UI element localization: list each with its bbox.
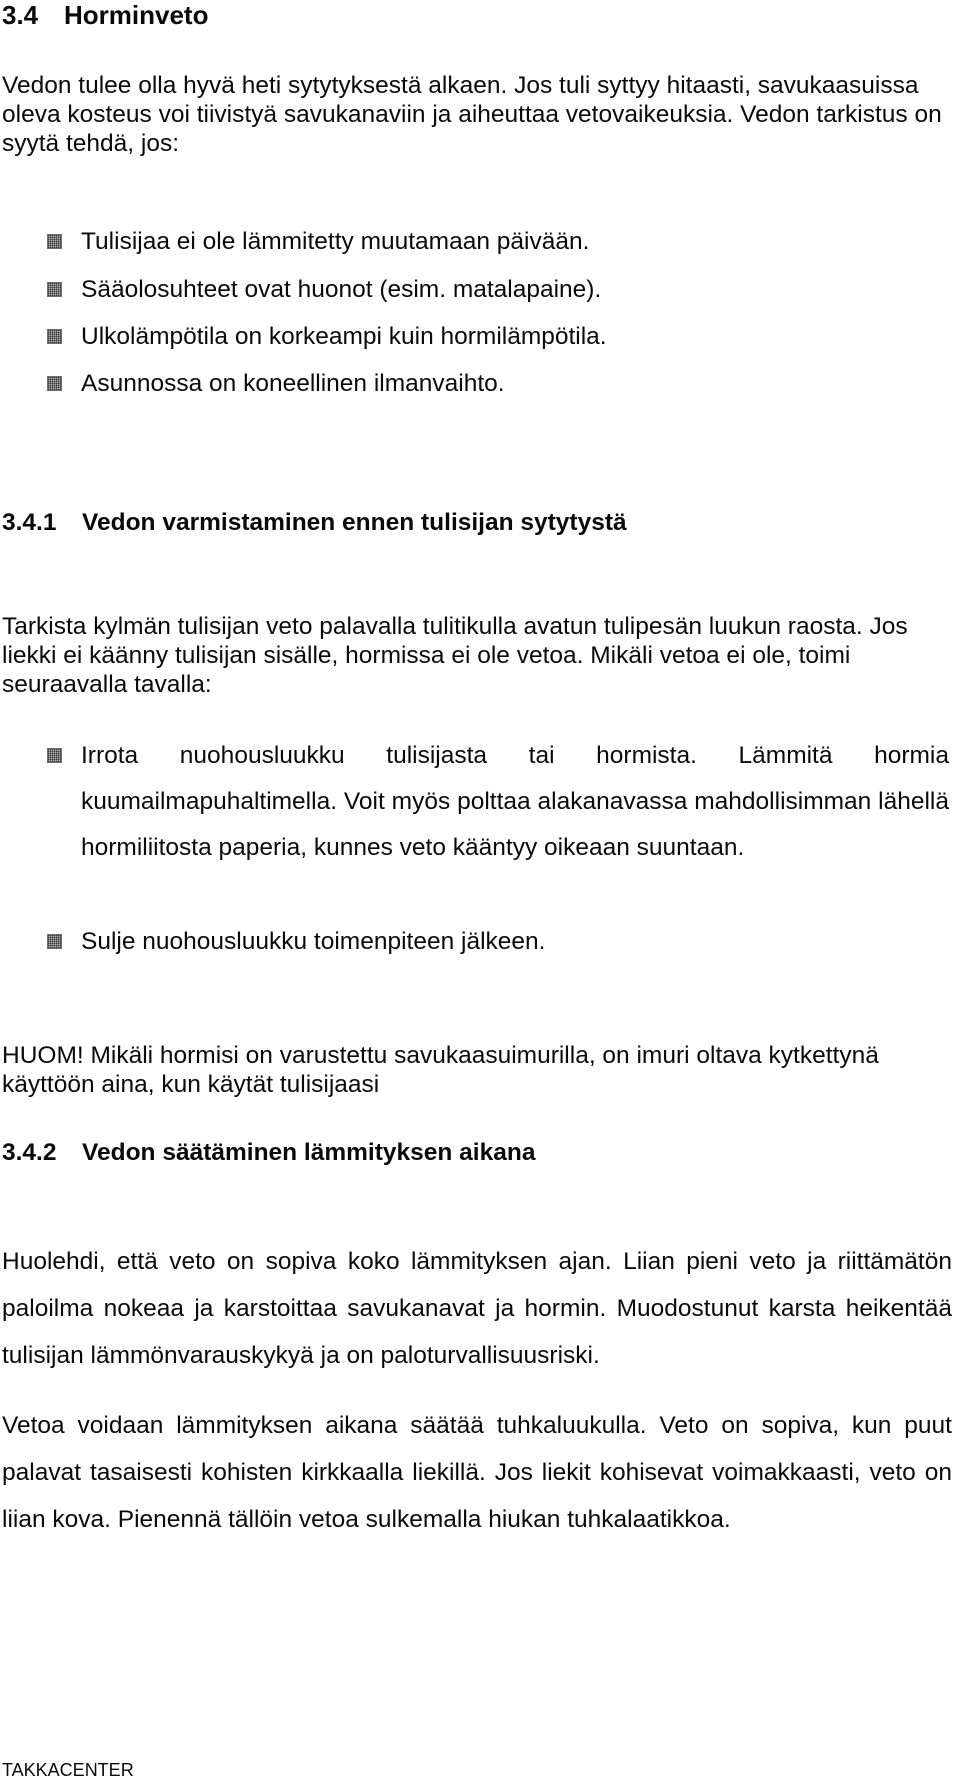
square-bullet-icon (47, 329, 62, 344)
subsection-number: 3.4.2 (2, 1139, 57, 1166)
list-item-text: Tulisijaa ei ole lämmitetty muutamaan päivään. (81, 228, 590, 255)
subsection-heading-3-4-1 (2, 508, 627, 538)
subsection-number: 3.4.1 (2, 509, 57, 536)
intro-paragraph: Vedon tulee olla hyvä heti sytytyksestä alkaen. Jos tuli syttyy hitaasti, savukaasuissa oleva kosteus voi tiivistyä savukanaviin ja aiheuttaa vetovaikeuksia. Vedon tarkistus on syytä tehdä, jos: (2, 72, 942, 157)
section-title: Horminveto (64, 0, 209, 30)
subsection-2-paragraph-1: Huolehdi, että veto on sopiva koko lämmityksen ajan. Liian pieni veto ja riittämätön paloilma nokeaa ja karstoittaa savukanavat ja hormin. Muodostunut karsta heikentää tulisijan lämmönvarauskykyä ja on paloturvallisuusriski. (2, 1248, 952, 1369)
square-bullet-icon (47, 282, 62, 297)
square-bullet-icon (47, 376, 62, 391)
section-heading (2, 0, 208, 30)
list-item (0, 227, 960, 257)
section-number: 3.4 (2, 0, 39, 30)
subsection-1-paragraph: Tarkista kylmän tulisijan veto palavalla tulitikulla avatun tulipesän luukun raosta. Jos liekki ei käänny tulisijan sisälle, hormissa ei ole vetoa. Mikäli vetoa ei ole, toimi seuraavalla tavalla: (2, 613, 908, 698)
list-item-text: Sääolosuhteet ovat huonot (esim. matalapaine). (81, 276, 602, 303)
square-bullet-icon (47, 234, 62, 249)
list-item-text: Sulje nuohousluukku toimenpiteen jälkeen. (81, 928, 546, 955)
square-bullet-icon (47, 934, 62, 949)
list-item (0, 369, 960, 399)
footer-brand: TAKKACENTER (2, 1760, 134, 1780)
subsection-2-paragraph-2: Vetoa voidaan lämmityksen aikana säätää tuhkaluukulla. Veto on sopiva, kun puut palavat tasaisesti kohisten kirkkaalla liekillä. Jos liekit kohisevat voimakkaasti, veto on liian kova. Pienennä tällöin vetoa sulkemalla hiukan tuhkalaatikkoa. (2, 1412, 952, 1533)
list-item (0, 275, 960, 305)
note-paragraph: HUOM! Mikäli hormisi on varustettu savukaasuimurilla, on imuri oltava kytkettynä käyttöön aina, kun käytät tulisijaasi (2, 1042, 879, 1098)
square-bullet-icon (47, 748, 62, 763)
subsection-title: Vedon varmistaminen ennen tulisijan sytytystä (82, 509, 627, 536)
list-item-text: Ulkolämpötila on korkeampi kuin hormilämpötila. (81, 323, 607, 350)
list-item (0, 322, 960, 352)
subsection-heading-3-4-2 (2, 1138, 535, 1168)
list-item-text: Irrota nuohousluukku tulisijasta tai hormista. Lämmitä hormia kuumailmapuhaltimella. Voit myös polttaa alakanavassa mahdollisimman lähellä hormiliitosta paperia, kunnes veto kääntyy oikeaan suuntaan. (81, 742, 949, 861)
list-item (0, 741, 960, 861)
subsection-title: Vedon säätäminen lämmityksen aikana (82, 1139, 536, 1166)
list-item (0, 927, 960, 957)
list-item-text: Asunnossa on koneellinen ilmanvaihto. (81, 370, 505, 397)
